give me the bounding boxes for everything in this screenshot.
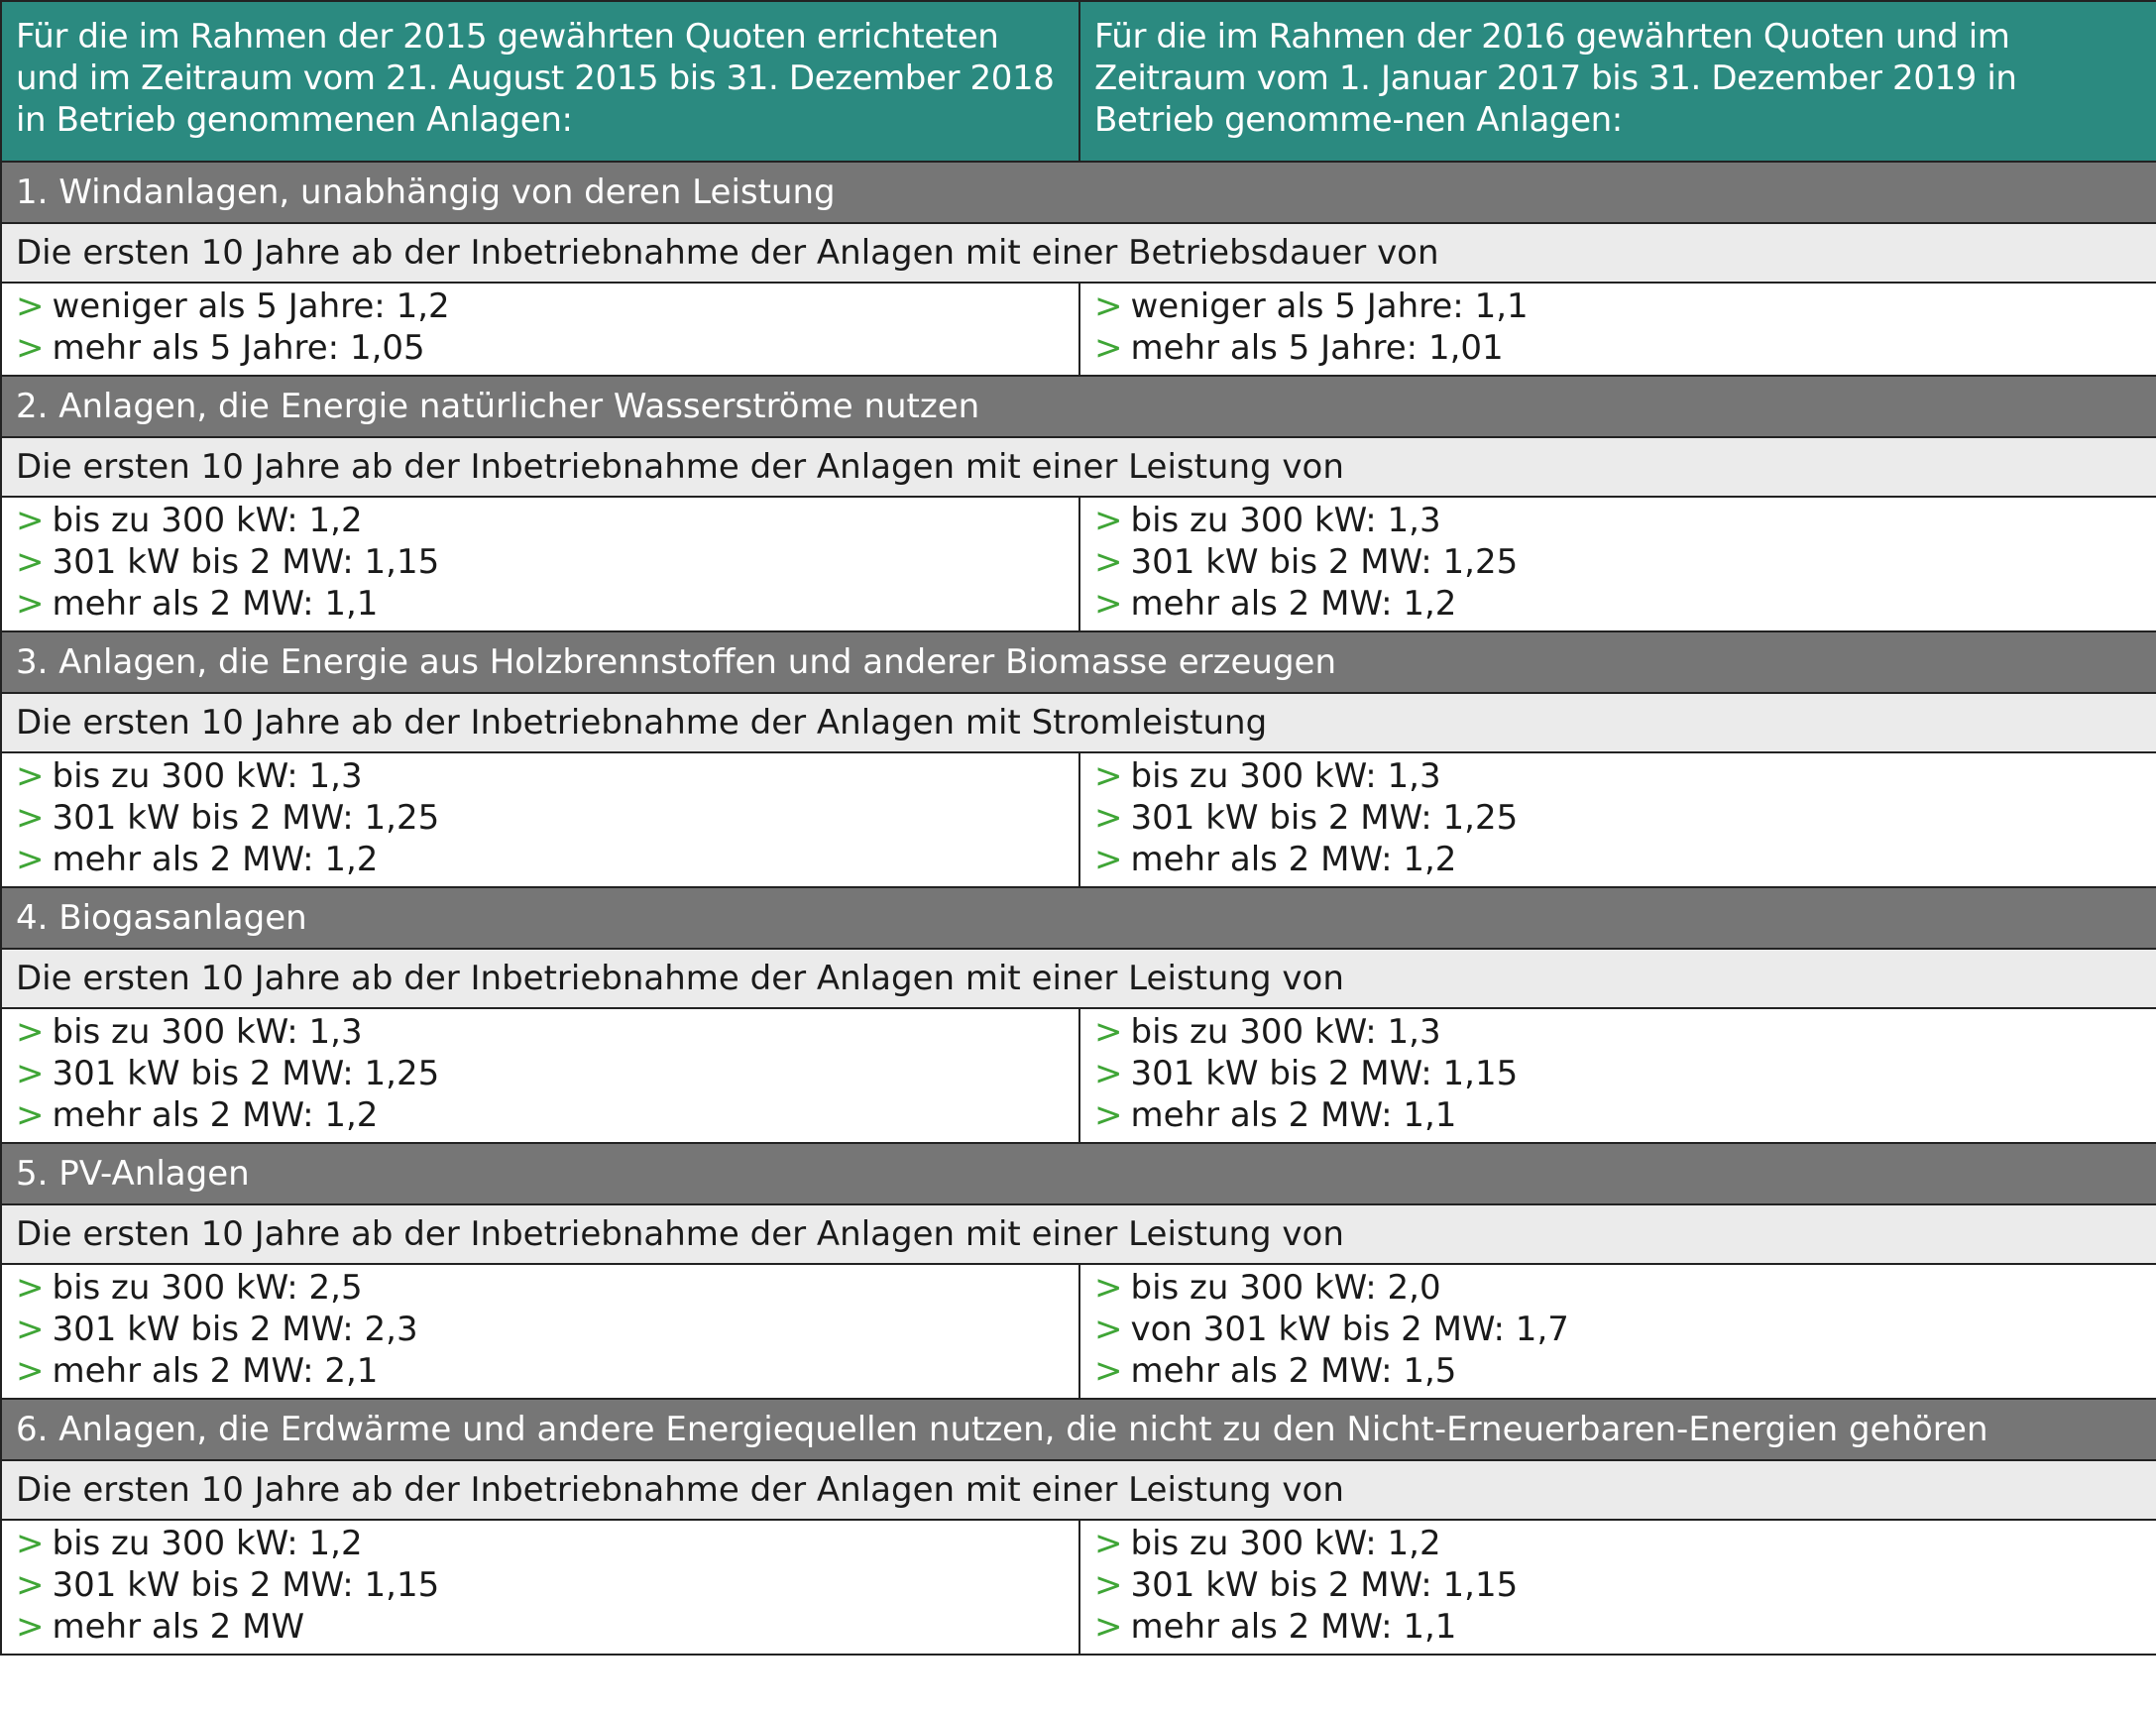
list-item	[16, 286, 1065, 327]
values-2016	[1079, 497, 2156, 631]
list-item	[16, 583, 1065, 625]
values-2016	[1079, 1008, 2156, 1143]
list-item-text: mehr als 5 Jahre: 1,01	[1130, 328, 1504, 368]
values-2016	[1079, 1520, 2156, 1655]
chevron-right-icon: >	[16, 584, 45, 624]
list-item-text: mehr als 2 MW: 1,2	[52, 840, 379, 879]
chevron-right-icon: >	[16, 798, 45, 838]
list-item-text: bis zu 300 kW: 1,3	[52, 1012, 363, 1052]
section-values-row	[1, 497, 2156, 631]
section-title-row	[1, 162, 2156, 223]
list-item-text: 301 kW bis 2 MW: 1,25	[1130, 798, 1519, 838]
chevron-right-icon: >	[1094, 584, 1123, 624]
chevron-right-icon: >	[1094, 1607, 1123, 1647]
list-item	[16, 839, 1065, 880]
list-item-text: 301 kW bis 2 MW: 1,15	[52, 1565, 440, 1605]
list-item-text: bis zu 300 kW: 2,0	[1130, 1268, 1441, 1308]
section-title-row	[1, 376, 2156, 437]
chevron-right-icon: >	[1094, 1095, 1123, 1135]
list-item-text: mehr als 2 MW: 1,2	[1130, 584, 1457, 624]
list-item	[1094, 583, 2142, 625]
list-item	[1094, 839, 2142, 880]
list-item	[1094, 1606, 2142, 1648]
list-item-text: bis zu 300 kW: 1,2	[52, 1524, 363, 1563]
chevron-right-icon: >	[16, 501, 45, 540]
chevron-right-icon: >	[1094, 798, 1123, 838]
list-item-text: mehr als 5 Jahre: 1,05	[52, 328, 425, 368]
section-title: 6. Anlagen, die Erdwärme und andere Energiequellen nutzen, die nicht zu den Nicht-Erneuerbaren-Energien gehören	[1, 1399, 2156, 1460]
chevron-right-icon: >	[1094, 1351, 1123, 1391]
list-item-text: mehr als 2 MW: 1,1	[52, 584, 379, 624]
chevron-right-icon: >	[16, 1351, 45, 1391]
header-2016-quotas: Für die im Rahmen der 2016 gewährten Quoten und im Zeitraum vom 1. Januar 2017 bis 31. Dezember 2019 in Betrieb genomme-nen Anlagen:	[1079, 1, 2156, 162]
values-2016	[1079, 1264, 2156, 1399]
list-item-text: mehr als 2 MW: 2,1	[52, 1351, 379, 1391]
section-subtitle: Die ersten 10 Jahre ab der Inbetriebnahme der Anlagen mit einer Betriebsdauer von	[1, 223, 2156, 283]
chevron-right-icon: >	[16, 1054, 45, 1093]
chevron-right-icon: >	[1094, 1054, 1123, 1093]
section-title: 4. Biogasanlagen	[1, 887, 2156, 949]
table-body	[1, 162, 2156, 1655]
list-item	[1094, 327, 2142, 369]
list-item	[16, 1523, 1065, 1564]
values-2015	[1, 1008, 1079, 1143]
chevron-right-icon: >	[1094, 756, 1123, 796]
chevron-right-icon: >	[1094, 328, 1123, 368]
list-item	[16, 1053, 1065, 1094]
section-subtitle-row	[1, 1204, 2156, 1264]
list-item	[16, 1564, 1065, 1606]
values-2016	[1079, 752, 2156, 887]
chevron-right-icon: >	[16, 1310, 45, 1349]
section-values-row	[1, 1264, 2156, 1399]
chevron-right-icon: >	[16, 1607, 45, 1647]
chevron-right-icon: >	[16, 1565, 45, 1605]
section-title-row	[1, 1143, 2156, 1204]
list-item	[1094, 755, 2142, 797]
list-item	[1094, 541, 2142, 583]
list-item	[16, 541, 1065, 583]
section-title: 5. PV-Anlagen	[1, 1143, 2156, 1204]
list-item-text: bis zu 300 kW: 1,2	[52, 501, 363, 540]
chevron-right-icon: >	[16, 542, 45, 582]
chevron-right-icon: >	[16, 1095, 45, 1135]
list-item	[1094, 1267, 2142, 1309]
list-item-text: 301 kW bis 2 MW: 2,3	[52, 1310, 418, 1349]
chevron-right-icon: >	[1094, 542, 1123, 582]
chevron-right-icon: >	[16, 756, 45, 796]
list-item-text: bis zu 300 kW: 1,3	[1130, 756, 1441, 796]
chevron-right-icon: >	[1094, 1310, 1123, 1349]
list-item-text: von 301 kW bis 2 MW: 1,7	[1130, 1310, 1569, 1349]
list-item	[16, 1606, 1065, 1648]
section-title-row	[1, 1399, 2156, 1460]
list-item	[16, 1094, 1065, 1136]
section-subtitle: Die ersten 10 Jahre ab der Inbetriebnahme der Anlagen mit einer Leistung von	[1, 437, 2156, 497]
section-subtitle: Die ersten 10 Jahre ab der Inbetriebnahme der Anlagen mit Stromleistung	[1, 693, 2156, 752]
list-item-text: mehr als 2 MW: 1,2	[1130, 840, 1457, 879]
list-item-text: weniger als 5 Jahre: 1,2	[52, 286, 450, 326]
list-item	[16, 797, 1065, 839]
chevron-right-icon: >	[16, 1012, 45, 1052]
list-item	[1094, 797, 2142, 839]
section-title: 1. Windanlagen, unabhängig von deren Leistung	[1, 162, 2156, 223]
list-item	[1094, 1523, 2142, 1564]
list-item	[16, 755, 1065, 797]
list-item	[16, 1267, 1065, 1309]
section-values-row	[1, 1520, 2156, 1655]
list-item	[1094, 286, 2142, 327]
chevron-right-icon: >	[1094, 1012, 1123, 1052]
section-subtitle-row	[1, 949, 2156, 1008]
section-title: 3. Anlagen, die Energie aus Holzbrennstoffen und anderer Biomasse erzeugen	[1, 631, 2156, 693]
chevron-right-icon: >	[1094, 286, 1123, 326]
chevron-right-icon: >	[16, 840, 45, 879]
list-item-text: 301 kW bis 2 MW: 1,25	[1130, 542, 1519, 582]
list-item-text: 301 kW bis 2 MW: 1,15	[1130, 1054, 1519, 1093]
list-item-text: 301 kW bis 2 MW: 1,25	[52, 798, 440, 838]
chevron-right-icon: >	[16, 1268, 45, 1308]
section-subtitle: Die ersten 10 Jahre ab der Inbetriebnahme der Anlagen mit einer Leistung von	[1, 1204, 2156, 1264]
section-values-row	[1, 1008, 2156, 1143]
list-item	[1094, 1053, 2142, 1094]
list-item	[16, 1011, 1065, 1053]
list-item	[1094, 1011, 2142, 1053]
list-item-text: 301 kW bis 2 MW: 1,15	[52, 542, 440, 582]
section-values-row	[1, 752, 2156, 887]
list-item-text: bis zu 300 kW: 1,3	[1130, 1012, 1441, 1052]
values-2015	[1, 497, 1079, 631]
table-header-row	[1, 1, 2156, 162]
list-item-text: 301 kW bis 2 MW: 1,15	[1130, 1565, 1519, 1605]
list-item	[1094, 1309, 2142, 1350]
values-2015	[1, 1520, 1079, 1655]
list-item	[1094, 500, 2142, 541]
chevron-right-icon: >	[1094, 1565, 1123, 1605]
chevron-right-icon: >	[1094, 1524, 1123, 1563]
section-title-row	[1, 887, 2156, 949]
list-item-text: mehr als 2 MW: 1,5	[1130, 1351, 1457, 1391]
chevron-right-icon: >	[16, 1524, 45, 1563]
header-2015-quotas: Für die im Rahmen der 2015 gewährten Quoten errichteten und im Zeitraum vom 21. August 2015 bis 31. Dezember 2018 in Betrieb genommenen Anlagen:	[1, 1, 1079, 162]
list-item-text: mehr als 2 MW: 1,2	[52, 1095, 379, 1135]
list-item	[1094, 1350, 2142, 1392]
list-item	[16, 1309, 1065, 1350]
list-item-text: mehr als 2 MW: 1,1	[1130, 1607, 1457, 1647]
chevron-right-icon: >	[16, 328, 45, 368]
values-2015	[1, 283, 1079, 376]
values-2015	[1, 752, 1079, 887]
chevron-right-icon: >	[1094, 1268, 1123, 1308]
list-item-text: 301 kW bis 2 MW: 1,25	[52, 1054, 440, 1093]
section-title-row	[1, 631, 2156, 693]
values-2016	[1079, 283, 2156, 376]
section-title: 2. Anlagen, die Energie natürlicher Wasserströme nutzen	[1, 376, 2156, 437]
section-subtitle-row	[1, 223, 2156, 283]
section-subtitle-row	[1, 693, 2156, 752]
section-subtitle-row	[1, 1460, 2156, 1520]
list-item-text: bis zu 300 kW: 1,3	[1130, 501, 1441, 540]
list-item	[16, 1350, 1065, 1392]
section-values-row	[1, 283, 2156, 376]
list-item-text: bis zu 300 kW: 2,5	[52, 1268, 363, 1308]
chevron-right-icon: >	[16, 286, 45, 326]
list-item-text: bis zu 300 kW: 1,2	[1130, 1524, 1441, 1563]
values-2015	[1, 1264, 1079, 1399]
list-item-text: bis zu 300 kW: 1,3	[52, 756, 363, 796]
chevron-right-icon: >	[1094, 501, 1123, 540]
section-subtitle: Die ersten 10 Jahre ab der Inbetriebnahme der Anlagen mit einer Leistung von	[1, 1460, 2156, 1520]
list-item-text: weniger als 5 Jahre: 1,1	[1130, 286, 1529, 326]
section-subtitle: Die ersten 10 Jahre ab der Inbetriebnahme der Anlagen mit einer Leistung von	[1, 949, 2156, 1008]
list-item	[16, 327, 1065, 369]
chevron-right-icon: >	[1094, 840, 1123, 879]
list-item	[1094, 1564, 2142, 1606]
list-item	[16, 500, 1065, 541]
list-item	[1094, 1094, 2142, 1136]
list-item-text: mehr als 2 MW: 1,1	[1130, 1095, 1457, 1135]
list-item-text: mehr als 2 MW	[52, 1607, 305, 1647]
section-subtitle-row	[1, 437, 2156, 497]
